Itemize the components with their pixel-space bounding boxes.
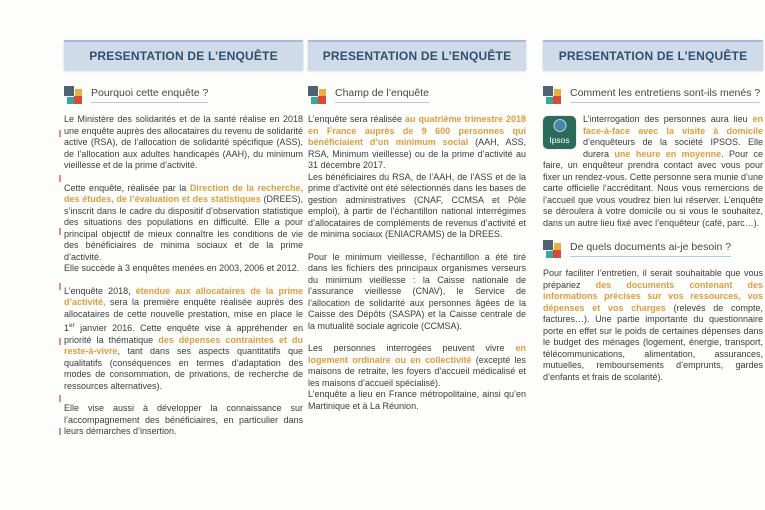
body-text: er [69, 322, 75, 329]
scan-artifact [59, 228, 61, 235]
column-header: PRESENTATION DE L’ENQUÊTE [308, 40, 526, 70]
section-title: Comment les entretiens sont-ils menés ? [570, 87, 760, 103]
body-text: Les personnes interrogées peuvent vivre [308, 343, 516, 353]
paragraph [64, 114, 303, 172]
body-text: L’interrogation des personnes aura lieu [583, 114, 753, 124]
body-text: d’enquêteurs de la société IPSOS. Elle durera [583, 137, 763, 159]
puzzle-icon [543, 240, 561, 258]
body-text: janvier 2016. Cette enquête vise à appréhender en priorité la thématique [64, 323, 303, 345]
highlight-text: étendue aux allocataires de la prime d’activité, [64, 285, 303, 307]
ipsos-logo-text: Ipsos [549, 134, 570, 145]
body-text: Le Ministère des solidarités et de la santé réalise en 2018 une enquête auprès des allocataires du revenu de solidarité active (RSA), de l’allocation de solidarité spécifique (ASS), de l’allocation aux adultes handicapés (AAH), du minimum vieillesse et de la prime d’activité. [64, 114, 303, 170]
paragraph [64, 183, 303, 264]
body-text: (DREES), s’inscrit dans le cadre du dispositif d’observation statistique des situations des populations en difficulté. Elle a pour principal objectif de mieux connaître les conditions de vie des bénéficiaires de minima sociaux et de la prime d’activité. [64, 194, 303, 262]
column-3 [543, 40, 763, 394]
scan-artifact [59, 395, 61, 402]
highlight-text: en logement ordinaire ou en collectivité [308, 343, 526, 365]
body-text: Elle vise aussi à développer la connaissance sur l’accompagnement des bénéficiaires, en particulier dans leurs démarches d’insertion. [64, 403, 303, 436]
puzzle-piece [553, 96, 561, 104]
puzzle-piece [543, 240, 553, 250]
highlight-text: en face-à-face avec la visite à domicile [583, 114, 763, 136]
section-title: Champ de l’enquête [335, 87, 429, 103]
scan-artifact [59, 130, 61, 137]
puzzle-piece [74, 96, 82, 104]
scan-artifact [59, 338, 61, 345]
section-title-row [543, 240, 763, 258]
body-text: Les bénéficiaires du RSA, de l’AAH, de l’ASS et de la prime d’activité ont été sélectionnés dans les bases de gestion administratives (CNAF, CCMSA et Pôle emploi), à partir de l’échantillon national interrégimes d’allocataires de compléments de revenus d’activité et de minima sociaux (ENIACRAMS) de la DREES. [308, 171, 526, 239]
paragraph [64, 263, 303, 275]
column-1 [64, 40, 303, 449]
body-text: (excepté les maisons de retraite, les foyers d’accueil médicalisé et les maisons d’accueil spécialisé). [308, 354, 526, 388]
body-text: sera la première enquête réalisée auprès des allocataires de cette nouvelle prestation, mise en place le 1 [64, 297, 303, 333]
highlight-text: des dépenses contraintes et du reste-à-vivre [64, 334, 304, 356]
paragraph [64, 286, 303, 393]
column-header: PRESENTATION DE L’ENQUÊTE [543, 40, 763, 70]
body-text: L’enquête a lieu en France métropolitaine, ainsi qu’en Martinique et à La Réunion. [308, 389, 526, 411]
paragraph [543, 268, 763, 383]
body-text: Pour faciliter l’entretien, il serait souhaitable que vous prépariez [543, 268, 763, 290]
column-header: PRESENTATION DE L’ENQUÊTE [64, 40, 303, 70]
section-title-row [543, 86, 763, 104]
paragraph [64, 403, 303, 438]
puzzle-piece [553, 250, 561, 258]
section-title-row [308, 86, 526, 104]
section-title: De quels documents ai-je besoin ? [570, 241, 731, 257]
puzzle-piece [543, 86, 553, 96]
highlight-text: au quatrième trimestre 2018 en France auprès de 9 600 personnes qui bénéficiaient d’un minimum social [308, 114, 526, 147]
paragraph [308, 114, 526, 172]
highlight-text: une heure en moyenne [614, 148, 722, 159]
section-title: Pourquoi cette enquête ? [91, 87, 208, 103]
scan-artifact [59, 283, 61, 290]
paragraph [308, 172, 526, 241]
puzzle-piece [308, 86, 318, 96]
body-text: (relevés de compte, factures…). Une partie importante du questionnaire porte en effet sur le poids de certaines dépenses dans le budget des ménages (logement, énergie, transport, télécommunications, alimentation, assurances, mutuelles, remboursements d’emprunts, gardes d’enfants et frais de scolarité). [543, 302, 763, 382]
scan-artifact [59, 428, 61, 435]
puzzle-piece [67, 97, 74, 104]
paragraph [543, 114, 763, 229]
body-text: , tant dans ses aspects quantitatifs que qualitatifs (conséquences en termes d’adaptation des modes de consommation, de privations, de recherche de ressources alternatives). [64, 346, 303, 391]
scan-artifact [59, 175, 61, 182]
highlight-text: des documents contenant des informations précises sur vos ressources, vos dépenses et vos charges [543, 279, 763, 313]
puzzle-piece [546, 251, 553, 258]
section-title-row [64, 86, 303, 104]
paragraph [308, 252, 526, 333]
highlight-text: Direction de la recherche, des études, de l’évaluation et des statistiques [64, 182, 303, 204]
ipsos-logo [543, 116, 576, 149]
paragraph [308, 389, 526, 412]
body-text: L’enquête 2018, [64, 285, 136, 296]
body-text: Pour le minimum vieillesse, l’échantillon a été tiré dans les fichiers des principaux organismes verseurs du minimum vieillesse : la Caisse nationale de l’assurance vieillesse (CNAV), le Service de l’allocation de solidarité aux personnes âgées de la Caisse des Dépôts (SASPA) et la Caisse centrale de la mutualité sociale agricole (CCMSA). [308, 251, 526, 331]
puzzle-icon [543, 86, 561, 104]
body-text: Cette enquête, réalisée par la [64, 182, 190, 193]
puzzle-piece [64, 86, 74, 96]
body-text: L’enquête sera réalisée [308, 114, 405, 124]
body-text: Elle succède à 3 enquêtes menées en 2003, 2006 et 2012. [64, 263, 300, 273]
columns-row [64, 40, 763, 449]
column-2 [308, 40, 526, 423]
puzzle-piece [546, 97, 553, 104]
puzzle-piece [318, 96, 326, 104]
puzzle-icon [308, 86, 326, 104]
body-text: (AAH, ASS, RSA, Minimum vieillesse) ou de la prime d’activité au 31 décembre 2017. [308, 137, 526, 170]
puzzle-piece [311, 97, 318, 104]
puzzle-icon [64, 86, 82, 104]
paragraph [308, 343, 526, 389]
ipsos-globe-icon [553, 119, 566, 132]
body-text: . Pour ce faire, un enquêteur prendra contact avec vous pour fixer un rendez-vous. Cette personne sera munie d’une carte officielle l’accréditant. Nous vous remercions de l’accueil que vous voudrez bien lui réserver. L’enquête se déroulera à votre domicile ou si vous le souhaitez, dans un autre lieu fixé avec l’enquêteur (café, parc…). [543, 148, 763, 228]
